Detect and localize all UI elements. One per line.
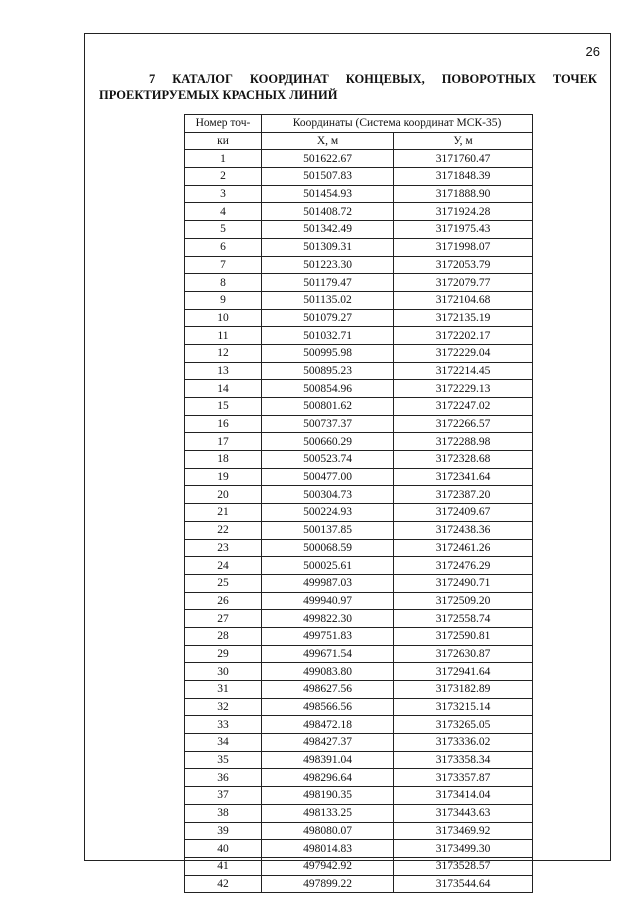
cell-x: 501454.93	[262, 185, 394, 203]
table-row	[185, 681, 533, 699]
heading-word: ПОВОРОТНЫХ	[441, 72, 536, 86]
cell-y: 3171888.90	[394, 185, 533, 203]
cell-point-number: 23	[185, 539, 262, 557]
cell-point-number: 13	[185, 362, 262, 380]
heading-word: 7	[149, 72, 156, 86]
cell-point-number: 25	[185, 574, 262, 592]
table-row	[185, 840, 533, 858]
cell-y: 3172509.20	[394, 592, 533, 610]
cell-x: 500137.85	[262, 521, 394, 539]
cell-y: 3172476.29	[394, 557, 533, 575]
table-row	[185, 415, 533, 433]
page-frame	[84, 33, 611, 890]
heading-word: КОНЦЕВЫХ,	[345, 72, 425, 86]
cell-x: 501135.02	[262, 291, 394, 309]
table-row	[185, 592, 533, 610]
cell-y: 3172053.79	[394, 256, 533, 274]
table-row	[185, 185, 533, 203]
cell-x: 501342.49	[262, 221, 394, 239]
table-row	[185, 804, 533, 822]
cell-x: 501408.72	[262, 203, 394, 221]
heading-line-1	[99, 71, 597, 87]
cell-y: 3172079.77	[394, 274, 533, 292]
table-row	[185, 433, 533, 451]
cell-y: 3172630.87	[394, 645, 533, 663]
table-row	[185, 574, 533, 592]
cell-point-number: 8	[185, 274, 262, 292]
table-row	[185, 291, 533, 309]
cell-x: 500523.74	[262, 451, 394, 469]
cell-y: 3172387.20	[394, 486, 533, 504]
cell-point-number: 40	[185, 840, 262, 858]
cell-x: 500224.93	[262, 504, 394, 522]
cell-y: 3171924.28	[394, 203, 533, 221]
cell-point-number: 1	[185, 150, 262, 168]
cell-point-number: 14	[185, 380, 262, 398]
cell-x: 499083.80	[262, 663, 394, 681]
cell-x: 501032.71	[262, 327, 394, 345]
table-row	[185, 822, 533, 840]
cell-x: 497942.92	[262, 857, 394, 875]
cell-x: 498427.37	[262, 734, 394, 752]
cell-point-number: 24	[185, 557, 262, 575]
table-row	[185, 521, 533, 539]
header-y: У, м	[394, 132, 533, 150]
cell-x: 498627.56	[262, 681, 394, 699]
cell-x: 499751.83	[262, 627, 394, 645]
cell-x: 500854.96	[262, 380, 394, 398]
table-row	[185, 663, 533, 681]
table-row	[185, 557, 533, 575]
cell-x: 498566.56	[262, 698, 394, 716]
cell-y: 3173358.34	[394, 751, 533, 769]
cell-y: 3171975.43	[394, 221, 533, 239]
cell-y: 3171848.39	[394, 168, 533, 186]
cell-point-number: 35	[185, 751, 262, 769]
cell-point-number: 20	[185, 486, 262, 504]
table-row	[185, 344, 533, 362]
cell-y: 3173499.30	[394, 840, 533, 858]
cell-point-number: 33	[185, 716, 262, 734]
cell-x: 498472.18	[262, 716, 394, 734]
cell-x: 500025.61	[262, 557, 394, 575]
cell-point-number: 30	[185, 663, 262, 681]
cell-x: 499987.03	[262, 574, 394, 592]
table-row	[185, 875, 533, 893]
section-heading	[99, 71, 597, 103]
cell-x: 501223.30	[262, 256, 394, 274]
cell-y: 3172461.26	[394, 539, 533, 557]
table-row	[185, 468, 533, 486]
cell-y: 3172229.13	[394, 380, 533, 398]
cell-point-number: 22	[185, 521, 262, 539]
cell-x: 498133.25	[262, 804, 394, 822]
cell-x: 500737.37	[262, 415, 394, 433]
cell-point-number: 10	[185, 309, 262, 327]
table-row	[185, 539, 533, 557]
table-row	[185, 168, 533, 186]
cell-x: 501179.47	[262, 274, 394, 292]
cell-x: 500801.62	[262, 398, 394, 416]
cell-x: 500068.59	[262, 539, 394, 557]
cell-point-number: 6	[185, 238, 262, 256]
cell-y: 3173544.64	[394, 875, 533, 893]
cell-x: 498190.35	[262, 787, 394, 805]
cell-y: 3172490.71	[394, 574, 533, 592]
table-row	[185, 787, 533, 805]
cell-point-number: 16	[185, 415, 262, 433]
cell-point-number: 17	[185, 433, 262, 451]
cell-x: 501622.67	[262, 150, 394, 168]
table-row	[185, 221, 533, 239]
cell-point-number: 38	[185, 804, 262, 822]
heading-word: КАТАЛОГ	[172, 72, 233, 86]
table-row	[185, 309, 533, 327]
cell-x: 499671.54	[262, 645, 394, 663]
cell-y: 3173215.14	[394, 698, 533, 716]
cell-y: 3172328.68	[394, 451, 533, 469]
cell-y: 3172214.45	[394, 362, 533, 380]
table-row	[185, 645, 533, 663]
cell-y: 3173469.92	[394, 822, 533, 840]
cell-y: 3173265.05	[394, 716, 533, 734]
table-row	[185, 398, 533, 416]
table-row	[185, 857, 533, 875]
cell-point-number: 4	[185, 203, 262, 221]
cell-y: 3172104.68	[394, 291, 533, 309]
cell-point-number: 21	[185, 504, 262, 522]
table-row	[185, 610, 533, 628]
cell-x: 500895.23	[262, 362, 394, 380]
cell-x: 498014.83	[262, 840, 394, 858]
cell-y: 3173357.87	[394, 769, 533, 787]
header-point-number-bottom: ки	[185, 132, 262, 150]
table-row	[185, 362, 533, 380]
cell-y: 3172288.98	[394, 433, 533, 451]
cell-y: 3173443.63	[394, 804, 533, 822]
cell-y: 3172229.04	[394, 344, 533, 362]
cell-point-number: 18	[185, 451, 262, 469]
table-row	[185, 716, 533, 734]
cell-point-number: 11	[185, 327, 262, 345]
cell-point-number: 29	[185, 645, 262, 663]
cell-x: 499822.30	[262, 610, 394, 628]
heading-line-2: ПРОЕКТИРУЕМЫХ КРАСНЫХ ЛИНИЙ	[99, 88, 338, 102]
cell-point-number: 41	[185, 857, 262, 875]
cell-point-number: 5	[185, 221, 262, 239]
table-row	[185, 627, 533, 645]
cell-y: 3173182.89	[394, 681, 533, 699]
table-row	[185, 274, 533, 292]
cell-x: 500304.73	[262, 486, 394, 504]
cell-point-number: 34	[185, 734, 262, 752]
cell-point-number: 32	[185, 698, 262, 716]
table-row	[185, 238, 533, 256]
table-row	[185, 327, 533, 345]
cell-y: 3173528.57	[394, 857, 533, 875]
cell-x: 500660.29	[262, 433, 394, 451]
table-row	[185, 769, 533, 787]
table-row	[185, 751, 533, 769]
cell-x: 501309.31	[262, 238, 394, 256]
cell-x: 500995.98	[262, 344, 394, 362]
cell-y: 3172247.02	[394, 398, 533, 416]
cell-y: 3172438.36	[394, 521, 533, 539]
cell-point-number: 19	[185, 468, 262, 486]
table-row	[185, 504, 533, 522]
cell-x: 498296.64	[262, 769, 394, 787]
table-row	[185, 698, 533, 716]
cell-point-number: 9	[185, 291, 262, 309]
header-point-number-top: Номер точ-	[185, 115, 262, 133]
cell-point-number: 27	[185, 610, 262, 628]
cell-point-number: 39	[185, 822, 262, 840]
table-row	[185, 256, 533, 274]
table-row	[185, 734, 533, 752]
cell-point-number: 3	[185, 185, 262, 203]
cell-y: 3172135.19	[394, 309, 533, 327]
header-x: X, м	[262, 132, 394, 150]
cell-y: 3172558.74	[394, 610, 533, 628]
header-coordinates: Координаты (Система координат МСК-35)	[262, 115, 533, 133]
table-body	[185, 150, 533, 893]
cell-point-number: 7	[185, 256, 262, 274]
cell-x: 499940.97	[262, 592, 394, 610]
cell-x: 500477.00	[262, 468, 394, 486]
cell-y: 3172341.64	[394, 468, 533, 486]
table-row	[185, 486, 533, 504]
cell-y: 3172941.64	[394, 663, 533, 681]
cell-point-number: 37	[185, 787, 262, 805]
cell-point-number: 36	[185, 769, 262, 787]
cell-y: 3172202.17	[394, 327, 533, 345]
cell-y: 3171998.07	[394, 238, 533, 256]
cell-point-number: 15	[185, 398, 262, 416]
cell-point-number: 42	[185, 875, 262, 893]
cell-y: 3172409.67	[394, 504, 533, 522]
cell-x: 501507.83	[262, 168, 394, 186]
cell-y: 3172590.81	[394, 627, 533, 645]
coordinates-table	[184, 114, 533, 893]
cell-point-number: 2	[185, 168, 262, 186]
heading-word: КООРДИНАТ	[249, 72, 329, 86]
table-row	[185, 203, 533, 221]
cell-y: 3172266.57	[394, 415, 533, 433]
cell-x: 498080.07	[262, 822, 394, 840]
table-row	[185, 451, 533, 469]
table-row	[185, 380, 533, 398]
cell-y: 3171760.47	[394, 150, 533, 168]
cell-y: 3173414.04	[394, 787, 533, 805]
table-row	[185, 150, 533, 168]
cell-point-number: 31	[185, 681, 262, 699]
cell-x: 497899.22	[262, 875, 394, 893]
cell-x: 501079.27	[262, 309, 394, 327]
cell-y: 3173336.02	[394, 734, 533, 752]
page-number: 26	[585, 44, 600, 59]
cell-point-number: 28	[185, 627, 262, 645]
heading-word: ТОЧЕК	[552, 72, 597, 86]
cell-point-number: 12	[185, 344, 262, 362]
cell-x: 498391.04	[262, 751, 394, 769]
cell-point-number: 26	[185, 592, 262, 610]
